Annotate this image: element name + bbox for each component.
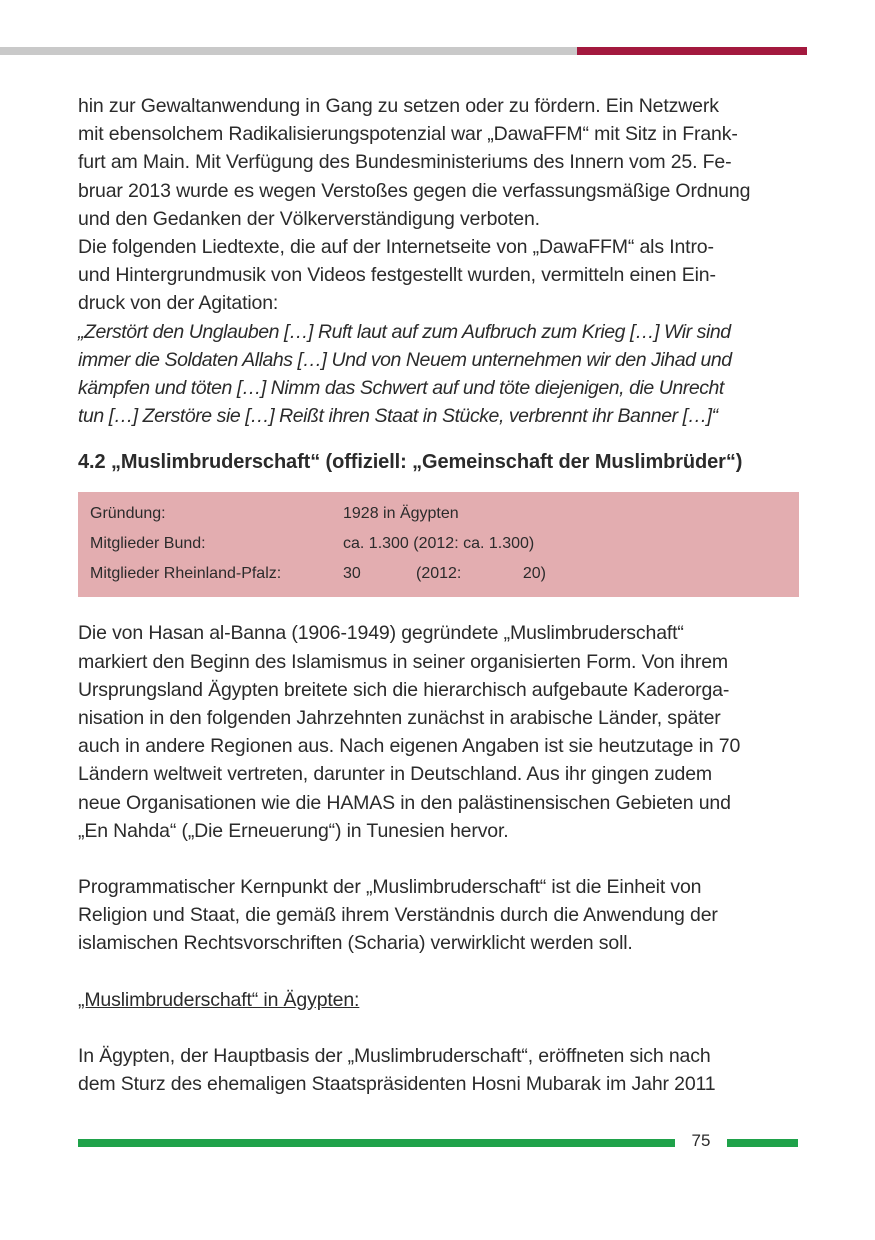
founding-label: Gründung:	[90, 505, 166, 523]
members-rlp-value: 30	[343, 565, 361, 583]
text-line: markiert den Beginn des Islamismus in seiner organisierten Form. Von ihrem	[78, 650, 729, 673]
infobox-row-founding	[90, 499, 787, 529]
infobox-row-members-rlp	[90, 559, 787, 589]
subheading-text: „Muslimbruderschaft“ in Ägypten:	[78, 988, 360, 1011]
paragraph-dawaffm	[78, 92, 803, 318]
infobox-row-members-federal	[90, 529, 787, 559]
top-bar-red	[577, 47, 807, 55]
text-line: Die von Hasan al-Banna (1906-1949) gegründete „Muslimbruderschaft“	[78, 622, 684, 645]
paragraph-program	[78, 873, 803, 958]
text-line: hin zur Gewaltanwendung in Gang zu setzen oder zu fördern. Ein Netzwerk	[78, 95, 719, 117]
text-line: In Ägypten, der Hauptbasis der „Muslimbruderschaft“, eröffneten sich nach	[78, 1044, 711, 1067]
page-content	[78, 92, 803, 1098]
text-line: Die folgenden Liedtexte, die auf der Internetseite von „DawaFFM“ als Intro-	[78, 236, 714, 259]
organization-infobox	[78, 492, 799, 597]
text-line: furt am Main. Mit Verfügung des Bundesministeriums des Innern vom 25. Fe-	[78, 151, 732, 174]
paragraph-egypt	[78, 1042, 803, 1098]
text-line: auch in andere Regionen aus. Nach eigenen Angaben ist sie heutzutage in 70	[78, 735, 741, 758]
top-bar-gray	[0, 47, 577, 55]
text-line: neue Organisationen wie die HAMAS in den palästinensischen Gebieten und	[78, 791, 731, 814]
quote-line: immer die Soldaten Allahs […] Und von Neuem unternehmen wir den Jihad und	[78, 348, 732, 371]
quote-line: kämpfen und töten […] Nimm das Schwert auf und töte diejenigen, die Unrecht	[78, 377, 724, 400]
text-line: und Hintergrundmusik von Videos festgestellt wurden, vermitteln einen Ein-	[78, 264, 716, 287]
text-line: druck von der Agitation:	[78, 292, 279, 315]
members-rlp-label: Mitglieder Rheinland-Pfalz:	[90, 565, 282, 583]
text-line: Ursprungsland Ägypten breitete sich die hierarchisch aufgebaute Kaderorga-	[78, 678, 730, 701]
founding-value: 1928 in Ägypten	[343, 505, 459, 523]
paragraph-spacer	[78, 845, 803, 873]
text-line: nisation in den folgenden Jahrzehnten zunächst in arabische Länder, später	[78, 707, 721, 730]
text-line: mit ebensolchem Radikalisierungspotenzial war „DawaFFM“ mit Sitz in Frank-	[78, 123, 738, 146]
text-line: Religion und Staat, die gemäß ihrem Verständnis durch die Anwendung der	[78, 904, 718, 927]
footer-bar-left	[78, 1139, 675, 1147]
quote-line: tun […] Zerstöre sie […] Reißt ihren Staat in Stücke, verbrennt ihr Banner […]“	[78, 405, 718, 428]
members-federal-value: ca. 1.300 (2012: ca. 1.300)	[343, 535, 535, 553]
quote-line: „Zerstört den Unglauben […] Ruft laut auf zum Aufbruch zum Krieg […] Wir sind	[78, 320, 731, 343]
text-line: bruar 2013 wurde es wegen Verstoßes gegen die verfassungsmäßige Ordnung	[78, 179, 751, 202]
footer-bar-right	[727, 1139, 798, 1147]
members-rlp-previous: 20)	[522, 565, 546, 583]
section-heading: 4.2 „Muslimbruderschaft“ (offiziell: „Gemeinschaft der Muslimbrüder“)	[78, 451, 743, 474]
text-line: islamischen Rechtsvorschriften (Scharia) verwirklicht werden soll.	[78, 932, 633, 955]
members-rlp-year: (2012:	[416, 565, 462, 583]
text-line: und den Gedanken der Völkerverständigung verboten.	[78, 207, 540, 230]
text-line: Ländern weltweit vertreten, darunter in Deutschland. Aus ihr gingen zudem	[78, 763, 713, 786]
paragraph-spacer	[78, 1014, 803, 1042]
text-line: dem Sturz des ehemaligen Staatspräsidenten Hosni Mubarak im Jahr 2011	[78, 1073, 716, 1096]
text-line: Programmatischer Kernpunkt der „Muslimbruderschaft“ ist die Einheit von	[78, 876, 702, 899]
page-number: 75	[691, 1131, 711, 1150]
paragraph-history	[78, 619, 803, 845]
subheading-egypt	[78, 986, 803, 1014]
song-lyrics-quote	[78, 318, 803, 431]
text-line: „En Nahda“ („Die Erneuerung“) in Tunesien hervor.	[78, 819, 509, 842]
members-federal-label: Mitglieder Bund:	[90, 535, 206, 553]
paragraph-spacer	[78, 958, 803, 986]
